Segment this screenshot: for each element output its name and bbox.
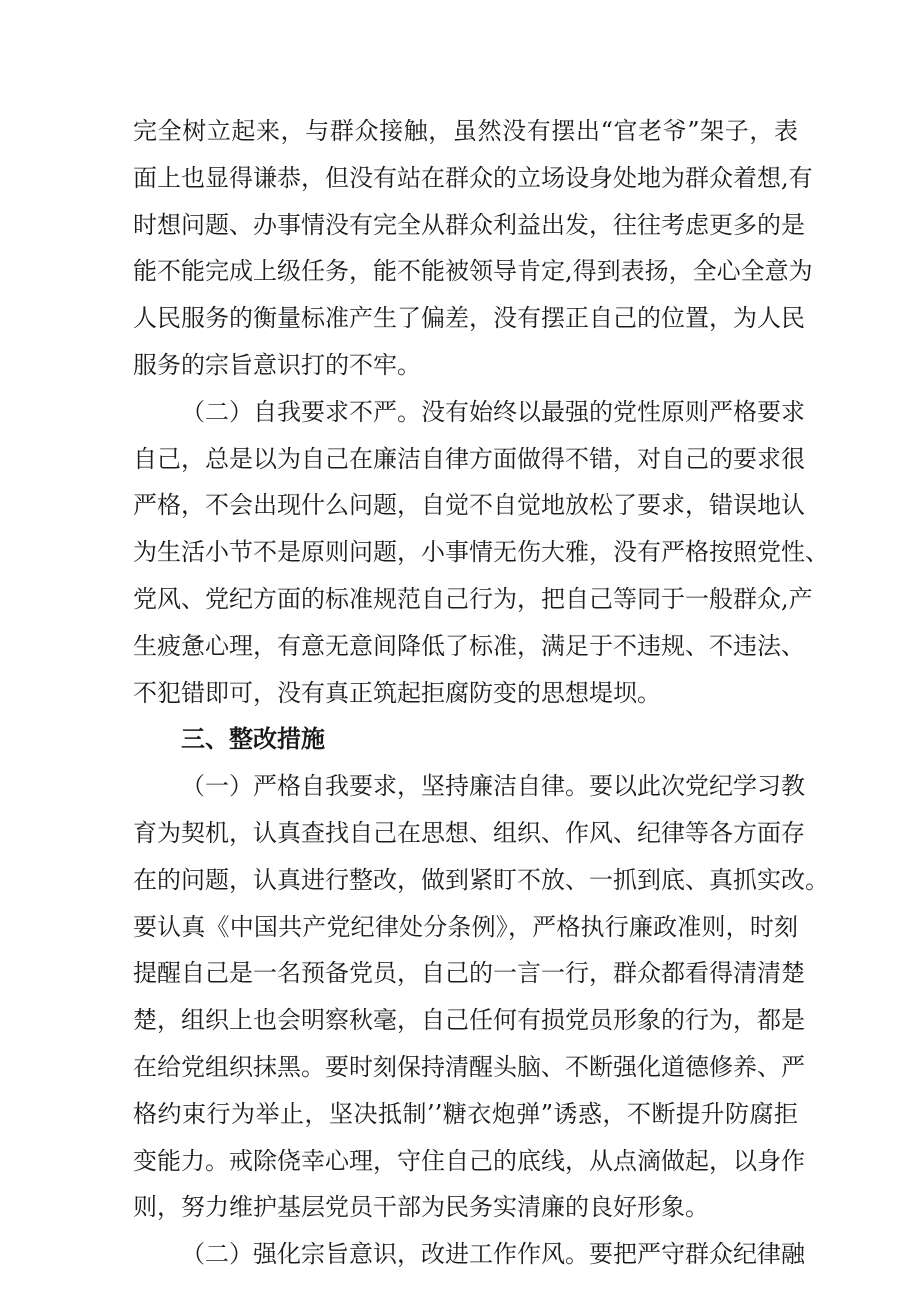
paragraph-self-discipline-lax (133, 389, 829, 717)
text-line: 面上也显得谦恭，但没有站在群众的立场设身处地为群众着想,有 (133, 163, 813, 192)
document-body (133, 108, 829, 1278)
text-line: 完全树立起来，与群众接触，虽然没有摆出“官老爷”架子，表 (133, 117, 798, 145)
text-line: 不犯错即可，没有真正筑起拒腐防变的思想堤坝。 (133, 678, 661, 707)
text-line: 提醒自己是一名预备党员，自己的一言一行，群众都看得清清楚 (133, 959, 805, 988)
paragraph-strict-requirements (133, 763, 829, 1231)
text-line: 严格，不会出现什么问题，自觉不自觉地放松了要求，错误地认 (133, 491, 805, 520)
text-line: 楚，组织上也会明察秋毫，自己任何有损党员形象的行为，都是 (133, 1006, 805, 1035)
text-line: （二）强化宗旨意识，改进工作作风。要把严守群众纪律融 (181, 1240, 805, 1269)
text-line: 变能力。戒除侥幸心理，守住自己的底线，从点滴做起，以身作 (133, 1146, 805, 1175)
paragraph-purpose-weakness (133, 108, 813, 389)
text-line: 党风、党纪方面的标准规范自己行为，把自己等同于一般群众,产 (133, 584, 813, 613)
section-heading: 三、整改措施 (181, 725, 325, 754)
text-line: 要认真《中国共产党纪律处分条例》，严格执行廉政准则，时刻 (133, 912, 798, 941)
text-line: 自己，总是以为自己在廉洁自律方面做得不错，对自己的要求很 (133, 444, 805, 473)
text-line: 人民服务的衡量标准产生了偏差，没有摆正自己的位置，为人民 (133, 304, 805, 333)
text-line: 为生活小节不是原则问题，小事情无伤大雅，没有严格按照党性、 (133, 538, 829, 567)
text-line: 时想问题、办事情没有完全从群众利益出发，往往考虑更多的是 (133, 210, 805, 239)
text-line: 能不能完成上级任务，能不能被领导肯定,得到表扬，全心全意为 (133, 257, 813, 286)
paragraph-purpose-awareness (133, 1231, 805, 1278)
text-line: 在的问题，认真进行整改，做到紧盯不放、一抓到底、真抓实改。 (133, 865, 829, 894)
text-line: 生疲惫心理，有意无意间降低了标准，满足于不违规、不违法、 (133, 631, 805, 660)
text-line: 育为契机，认真查找自己在思想、组织、作风、纪律等各方面存 (133, 818, 805, 847)
text-line: 格约束行为举止，坚决抵制’’糖衣炮弹”诱惑，不断提升防腐拒 (133, 1099, 798, 1128)
text-line: 在给党组织抹黑。要时刻保持清醒头脑、不断强化道德修养、严 (133, 1052, 805, 1081)
text-line: （一）严格自我要求，坚持廉洁自律。要以此次党纪学习教 (181, 772, 805, 801)
text-line: （二）自我要求不严。没有始终以最强的党性原则严格要求 (181, 397, 805, 426)
text-line: 服务的宗旨意识打的不牢。 (133, 350, 421, 379)
text-line: 则，努力维护基层党员干部为民务实清廉的良好形象。 (133, 1193, 709, 1222)
